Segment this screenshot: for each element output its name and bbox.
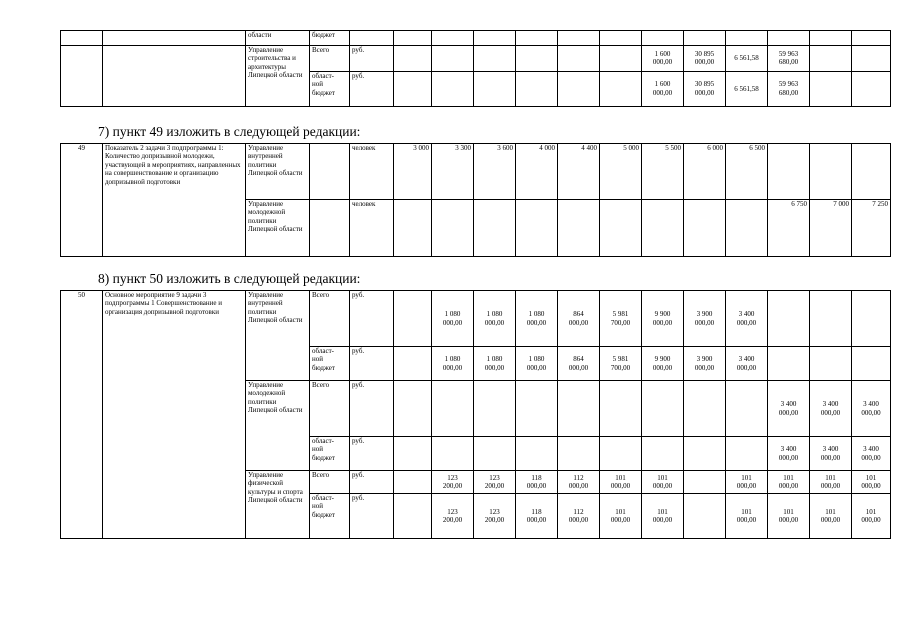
value-cell: 6 000 — [684, 144, 726, 200]
value-cell: 101 000,00 — [726, 494, 768, 539]
value-cell: 3 400 000,00 — [768, 437, 810, 471]
value-cell: 6 561,58 — [726, 71, 768, 106]
budget-type-cell: област- ной бюджет — [310, 437, 350, 471]
value-cell: 30 895 000,00 — [684, 71, 726, 106]
activity-name: Основное мероприятие 9 задачи 3 подпрограммы 1 Совершенствование и организация допризывной подготовки — [103, 291, 246, 539]
unit-cell: человек — [350, 200, 394, 257]
value-cell: 1 080 000,00 — [516, 291, 558, 347]
value-cell: 101 000,00 — [810, 471, 852, 494]
value-cell: 5 000 — [600, 144, 642, 200]
value-cell: 123 200,00 — [474, 494, 516, 539]
org-cell: области — [246, 31, 310, 46]
value-cell: 1 080 000,00 — [432, 347, 474, 381]
value-cell: 101 000,00 — [768, 471, 810, 494]
unit-cell: руб. — [350, 347, 394, 381]
value-cell: 864 000,00 — [558, 347, 600, 381]
org-cell: Управление строительства и архитектуры — [246, 46, 310, 72]
value-cell: 101 000,00 — [768, 494, 810, 539]
value-cell: 5 981 700,00 — [600, 347, 642, 381]
value-cell: 101 000,00 — [726, 471, 768, 494]
value-cell: 3 900 000,00 — [684, 347, 726, 381]
value-cell: 864 000,00 — [558, 291, 600, 347]
unit-cell: руб. — [350, 291, 394, 347]
value-cell: 4 400 — [558, 144, 600, 200]
table-row — [61, 291, 891, 347]
budget-type-cell: област- ной бюджет — [310, 71, 350, 106]
value-cell: 1 600 000,00 — [642, 46, 684, 72]
unit-cell: руб. — [350, 494, 394, 539]
value-cell — [684, 494, 726, 539]
value-cell: 6 750 — [768, 200, 810, 257]
value-cell: 1 600 000,00 — [642, 71, 684, 106]
budget-type-cell: Всего — [310, 46, 350, 72]
budget-type-cell: Всего — [310, 381, 350, 437]
org-cell: Управление внутренней политики Липецкой области — [246, 291, 310, 381]
value-cell: 3 400 000,00 — [810, 437, 852, 471]
budget-type-cell: Всего — [310, 291, 350, 347]
budget-type-cell: област- ной бюджет — [310, 494, 350, 539]
budget-type-cell: област- ной бюджет — [310, 347, 350, 381]
value-cell: 3 300 — [432, 144, 474, 200]
org-cell: Управление физической культуры и спорта Липецкой области — [246, 471, 310, 539]
value-cell: 123 200,00 — [432, 471, 474, 494]
value-cell: 3 400 000,00 — [768, 381, 810, 437]
unit-cell: руб. — [350, 46, 394, 72]
value-cell: 1 080 000,00 — [474, 291, 516, 347]
value-cell: 1 080 000,00 — [516, 347, 558, 381]
value-cell: 1 080 000,00 — [474, 347, 516, 381]
unit-cell: руб. — [350, 71, 394, 106]
table-row — [61, 31, 891, 46]
value-cell: 123 200,00 — [432, 494, 474, 539]
value-cell: 3 400 000,00 — [726, 347, 768, 381]
org-cell: Липецкой области — [246, 71, 310, 106]
budget-type-cell: Всего — [310, 471, 350, 494]
unit-cell: руб. — [350, 381, 394, 437]
row-number: 50 — [61, 291, 103, 539]
value-cell: 3 400 000,00 — [852, 437, 891, 471]
budget-type-cell: бюджет — [310, 31, 350, 46]
value-cell: 101 000,00 — [810, 494, 852, 539]
activity-table — [60, 290, 891, 539]
table-row — [61, 144, 891, 200]
value-cell: 101 000,00 — [600, 494, 642, 539]
value-cell: 6 561,58 — [726, 46, 768, 72]
value-cell: 5 500 — [642, 144, 684, 200]
value-cell: 3 900 000,00 — [684, 291, 726, 347]
value-cell: 112 000,00 — [558, 471, 600, 494]
section-heading-7: 7) пункт 49 изложить в следующей редакции: — [98, 124, 361, 139]
value-cell: 59 963 680,00 — [768, 46, 810, 72]
value-cell: 101 000,00 — [642, 471, 684, 494]
value-cell: 5 981 700,00 — [600, 291, 642, 347]
indicator-name: Показатель 2 задачи 3 подпрограммы 1: Количество допризывной молодежи, участвующей в мероприятиях, направленных на совершенствование и организацию допризывной подготовки — [103, 144, 246, 257]
value-cell: 101 000,00 — [642, 494, 684, 539]
value-cell: 59 963 680,00 — [768, 71, 810, 106]
unit-cell: руб. — [350, 437, 394, 471]
org-cell: Управление молодежной политики Липецкой области — [246, 381, 310, 471]
value-cell: 101 000,00 — [600, 471, 642, 494]
org-cell: Управление внутренней политики Липецкой области — [246, 144, 310, 200]
value-cell: 3 600 — [474, 144, 516, 200]
indicator-table — [60, 143, 891, 257]
budget-table-top — [60, 30, 891, 107]
value-cell: 101 000,00 — [852, 494, 891, 539]
value-cell: 101 000,00 — [852, 471, 891, 494]
row-number: 49 — [61, 144, 103, 257]
value-cell: 4 000 — [516, 144, 558, 200]
value-cell: 9 900 000,00 — [642, 347, 684, 381]
section-heading-8: 8) пункт 50 изложить в следующей редакции: — [98, 271, 361, 286]
table-row — [61, 46, 891, 72]
value-cell: 7 000 — [810, 200, 852, 257]
value-cell: 30 895 000,00 — [684, 46, 726, 72]
value-cell: 9 900 000,00 — [642, 291, 684, 347]
value-cell: 6 500 — [726, 144, 768, 200]
value-cell: 3 400 000,00 — [726, 291, 768, 347]
value-cell: 112 000,00 — [558, 494, 600, 539]
value-cell — [684, 471, 726, 494]
value-cell: 1 080 000,00 — [432, 291, 474, 347]
value-cell: 7 250 — [852, 200, 891, 257]
value-cell: 118 000,00 — [516, 494, 558, 539]
org-cell: Управление молодежной политики Липецкой области — [246, 200, 310, 257]
unit-cell: человек — [350, 144, 394, 200]
value-cell: 118 000,00 — [516, 471, 558, 494]
unit-cell: руб. — [350, 471, 394, 494]
value-cell: 3 000 — [394, 144, 432, 200]
value-cell: 3 400 000,00 — [810, 381, 852, 437]
value-cell: 123 200,00 — [474, 471, 516, 494]
value-cell: 3 400 000,00 — [852, 381, 891, 437]
